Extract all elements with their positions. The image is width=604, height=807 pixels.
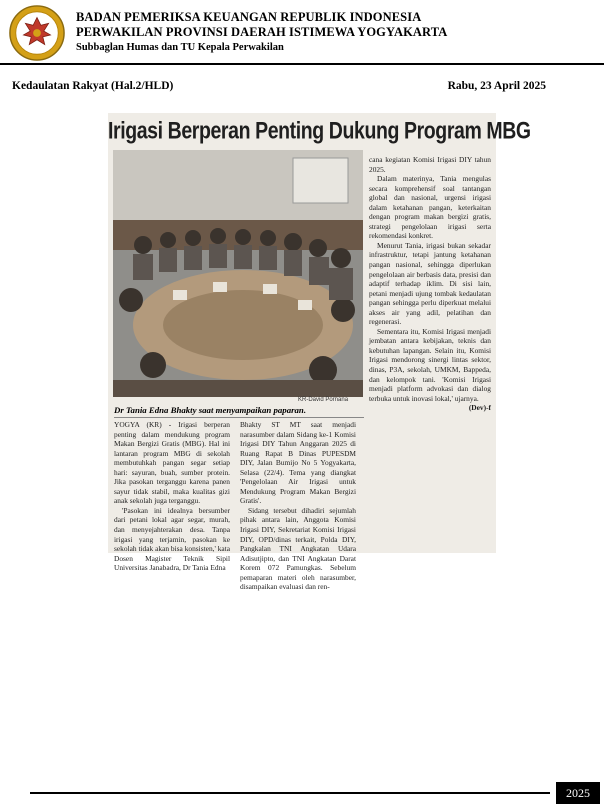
page-header — [0, 0, 604, 70]
paragraph: Menurut Tania, irigasi bukan sekadar infrastruktur, tetapi jantung ketahanan pangan nasional, sehingga diperlukan pengelolaan air berbasis data, presisi dan adaptif terhadap iklim. Di sisi lain, petani menjadi ujung tombak kedaulatan pangan sehingga perlu diperkuat melalui akses air yang adil, pelatihan dan regenerasi. — [369, 240, 491, 327]
news-clipping — [108, 113, 531, 592]
paragraph: Dalam materinya, Tania mengulas secara komprehensif soal tantangan global dan nasional, urgensi irigasi dalam ketahanan pangan, keterkaitan dengan program makan bergizi gratis, strategi pengelolaan irigasi serta rekomendasi konkret. — [369, 174, 491, 241]
header-divider — [0, 63, 604, 65]
paragraph: cana kegiatan Komisi Irigasi DIY tahun 2025. — [369, 155, 491, 174]
paragraph: Sementara itu, Komisi Irigasi menjadi jembatan antara kebijakan, teknis dan kebutuhan lapangan. Selain itu, Komisi Irigasi mendorong sinergi lintas sektor, dinas, P3A, sekolah, UMKM, Bappeda, dan kelompok tani. 'Komisi Irigasi menjadi platform advokasi dan dialog terbuka untuk inovasi lokal,' ujarnya. — [369, 326, 491, 403]
photo-credit: KR-David Pornana — [298, 397, 349, 403]
bpk-emblem-icon — [8, 4, 66, 62]
org-line-1: BADAN PEMERIKSA KEUANGAN REPUBLIK INDONESIA — [76, 10, 422, 24]
footer-divider — [30, 792, 550, 794]
article-column-3 — [369, 155, 491, 413]
article-headline: Irigasi Berperan Penting Dukung Program MBG — [108, 117, 531, 145]
article-column-2 — [240, 420, 356, 592]
year-badge: 2025 — [556, 782, 600, 804]
author-signature: (Dev)-f — [468, 403, 491, 413]
organization-name — [76, 10, 447, 55]
paragraph: Sidang tersebut dihadiri sejumlah pihak antara lain, Anggota Komisi Irigasi DIY, Sekretariat Komisi Irigasi DIY, OPD/dinas terkait, Polda DIY, Pangkalan TNI Angkatan Udara Adisutjipto, dan TNI Angkatan Darat Korem 072 Pamungkas. Sebelum pemaparan materi oleh narasumber, disampaikan evaluasi dan ren- — [240, 505, 356, 592]
photo-caption: Dr Tania Edna Bhakty saat menyampaikan paparan. — [114, 405, 307, 415]
org-line-2: PERWAKILAN PROVINSI DAERAH ISTIMEWA YOGYAKARTA — [76, 25, 448, 39]
caption-divider — [114, 417, 364, 418]
org-line-3: Subbaglan Humas dan TU Kepala Perwakilan — [76, 42, 284, 53]
paragraph: YOGYA (KR) - Irigasi berperan penting dalam mendukung program Makan Bergizi Gratis (MBG). Hal ini lantaran program MBG di sekolah membutuhkah pangan segar setiap hari: sayuran, buah, sumber protein. Jika pasokan terganggu karena panen sayur tidak stabil, maka kualitas gizi anak sekolah juga terganggu. — [114, 420, 230, 506]
date-label: Rabu, 23 April 2025 — [447, 80, 546, 92]
article-column-1 — [114, 420, 230, 573]
paragraph: 'Pasokan ini idealnya bersumber dari petani lokal agar segar, murah, dan menyejahterakan desa. Tanpa irigasi yang terjamin, pasokan ke sekolah tidak akan bisa konsisten,' kata Dosen Magister Teknik Sipil Universitas Janabadra, Dr Tania Edna — [114, 505, 230, 573]
paragraph: Bhakty ST MT saat menjadi narasumber dalam Sidang ke-1 Komisi Irigasi DIY Tahun Anggaran 2025 di Ruang Rapat B Dinas PUPESDM DIY, Jalan Bumijo No 5 Yogyakarta, Selasa (22/4). Tema yang diangkat 'Pengelolaan Air Irigasi untuk Mendukung Program Makan Bergizi Gratis'. — [240, 420, 356, 506]
meeting-photo — [113, 150, 363, 397]
source-label: Kedaulatan Rakyat (Hal.2/HLD) — [12, 80, 174, 92]
